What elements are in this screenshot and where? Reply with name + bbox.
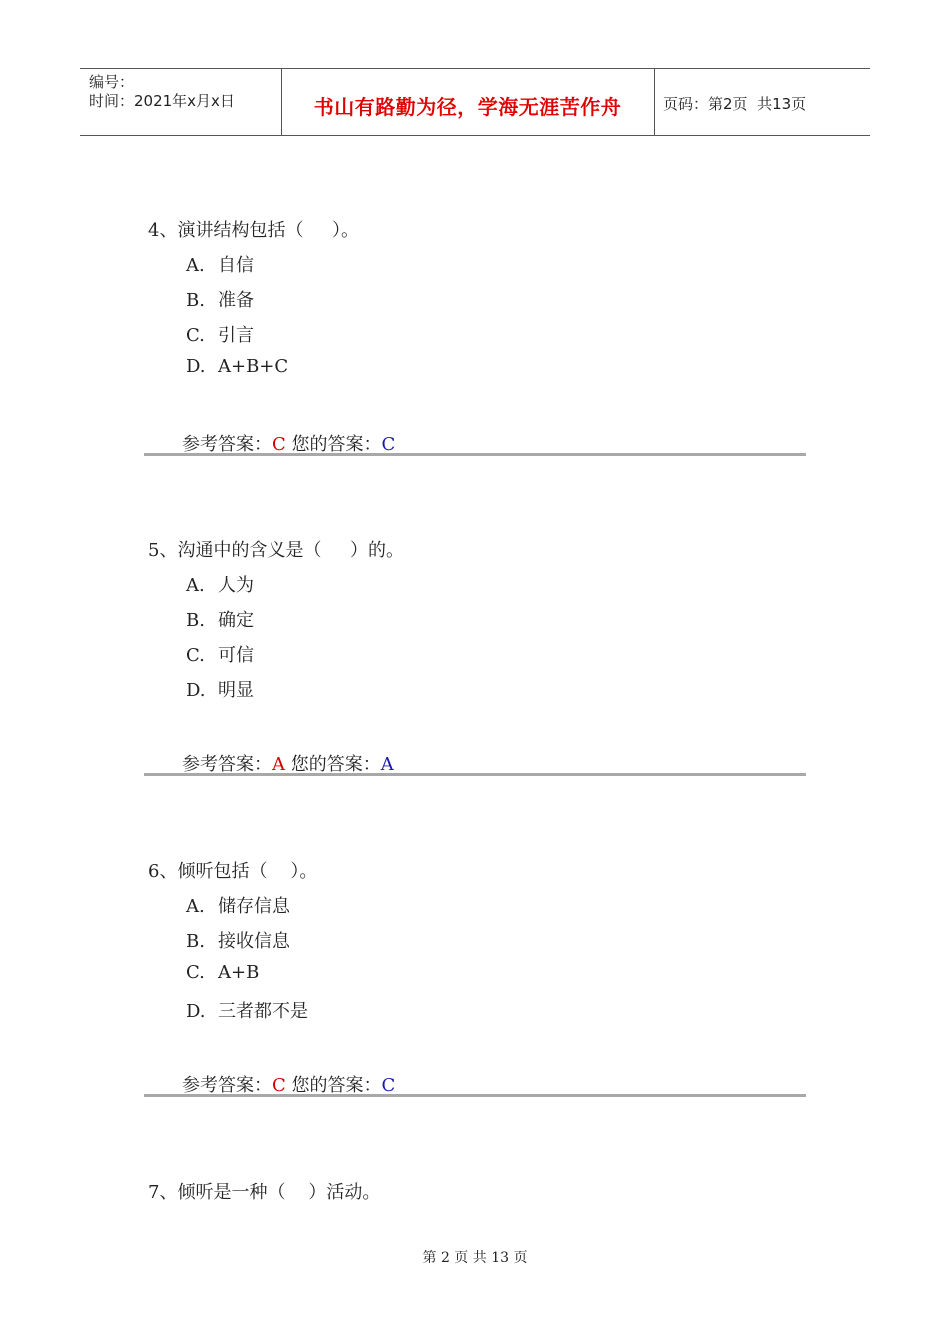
option-letter: A. <box>186 896 205 917</box>
option-letter: A. <box>186 575 205 596</box>
reference-answer-label: 参考答案： <box>182 1075 272 1096</box>
question-5-option-d <box>186 676 254 702</box>
option-letter: D. <box>186 680 206 701</box>
option-text: A+B <box>218 962 260 983</box>
question-4-text: 4、演讲结构包括（ ）。 <box>148 220 360 241</box>
question-6-option-c <box>186 962 259 983</box>
motto: 书山有路勤为径，学海无涯苦作舟 <box>313 95 622 119</box>
header-motto-cell <box>281 69 655 135</box>
option-letter: A. <box>186 255 205 276</box>
your-answer: A <box>380 754 394 775</box>
your-answer: C <box>381 1075 396 1096</box>
option-letter: C. <box>186 962 205 983</box>
header-page-info: 页码：第2页 共13页 <box>663 95 807 113</box>
option-text: 确定 <box>218 610 254 631</box>
option-letter: C. <box>186 325 205 346</box>
option-text: 接收信息 <box>218 931 290 952</box>
question-5-option-a <box>186 571 254 597</box>
option-text: 引言 <box>218 325 254 346</box>
your-answer-label: 您的答案： <box>291 1075 382 1096</box>
option-letter: D. <box>186 356 206 377</box>
your-answer-label: 您的答案： <box>291 434 382 455</box>
question-separator <box>144 1094 806 1097</box>
option-text: 人为 <box>218 575 254 596</box>
header-meta-cell <box>80 69 282 135</box>
reference-answer-label: 参考答案： <box>182 754 272 775</box>
question-5-option-b <box>186 606 254 632</box>
your-answer-label: 您的答案： <box>290 754 381 775</box>
question-5-text: 5、沟通中的含义是（ ）的。 <box>148 540 405 561</box>
option-text: 明显 <box>218 680 254 701</box>
option-text: 三者都不是 <box>218 1001 308 1022</box>
option-text: A+B+C <box>218 356 289 377</box>
question-4-option-a <box>186 251 254 277</box>
question-5-option-c <box>186 641 254 667</box>
page-footer: 第 2 页 共 13 页 <box>422 1250 528 1266</box>
option-letter: D. <box>186 1001 206 1022</box>
question-6-text: 6、倾听包括（ ）。 <box>148 861 318 882</box>
reference-answer: A <box>272 754 285 775</box>
question-separator <box>144 453 806 456</box>
document-date: 时间：2021年x月x日 <box>89 92 235 110</box>
question-6-option-b <box>186 927 290 953</box>
reference-answer: C <box>272 1075 286 1096</box>
question-7-text: 7、倾听是一种（ ）活动。 <box>148 1182 381 1203</box>
reference-answer: C <box>272 434 286 455</box>
question-4-option-b <box>186 286 254 312</box>
question-separator <box>144 773 806 776</box>
question-6-option-a <box>186 892 290 918</box>
your-answer: C <box>381 434 396 455</box>
header-page-cell <box>654 69 870 135</box>
question-6-option-d <box>186 997 308 1023</box>
page-header <box>80 68 870 136</box>
option-text: 自信 <box>218 255 254 276</box>
document-number-label: 编号： <box>89 73 135 91</box>
option-text: 准备 <box>218 290 254 311</box>
option-letter: B. <box>186 931 205 952</box>
option-text: 储存信息 <box>218 896 290 917</box>
option-letter: C. <box>186 645 205 666</box>
question-4-option-d <box>186 356 288 377</box>
question-4-option-c <box>186 321 254 347</box>
option-text: 可信 <box>218 645 254 666</box>
reference-answer-label: 参考答案： <box>182 434 272 455</box>
option-letter: B. <box>186 290 205 311</box>
option-letter: B. <box>186 610 205 631</box>
